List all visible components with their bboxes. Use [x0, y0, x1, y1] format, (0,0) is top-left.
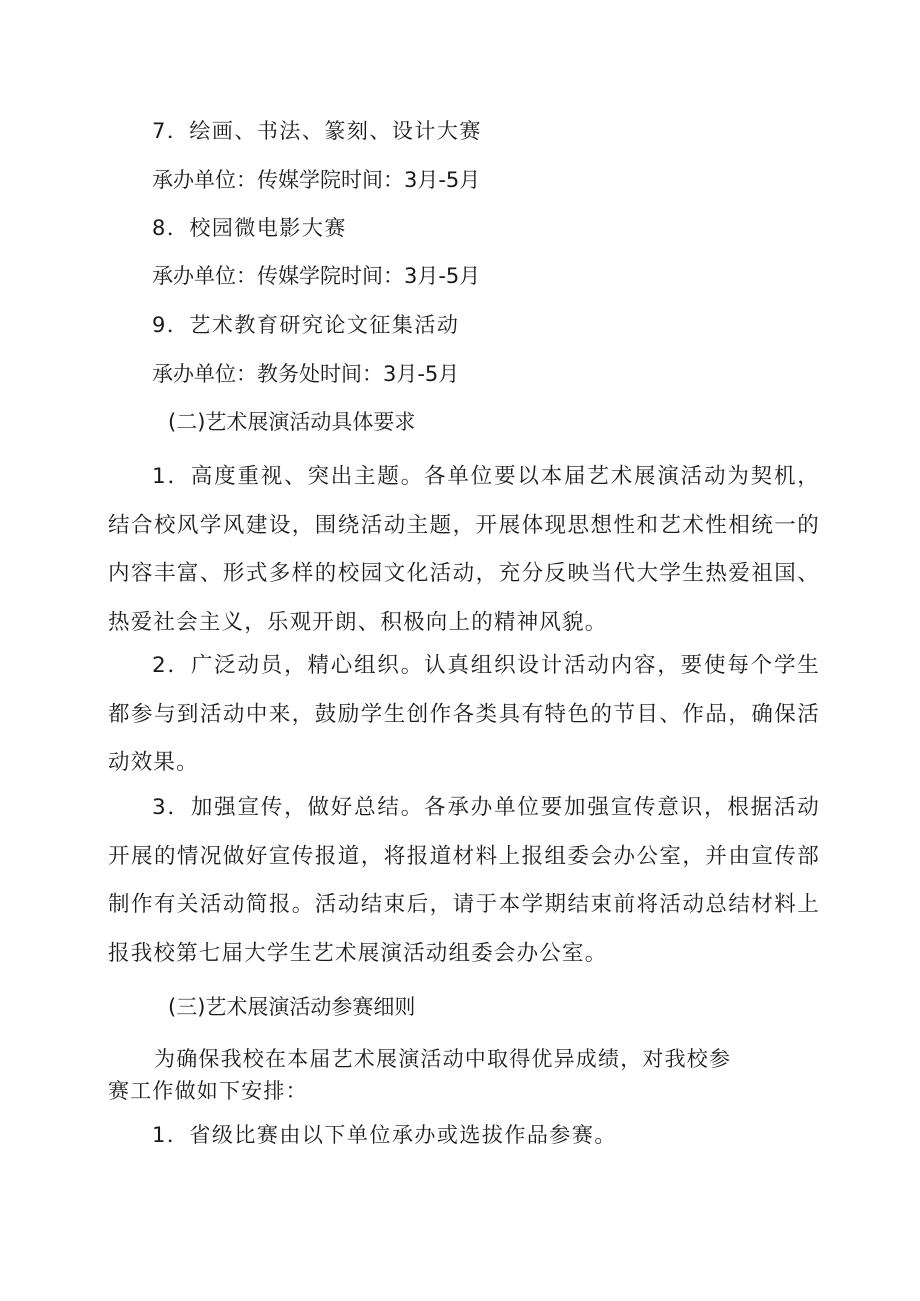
- item-9-title: 9．艺术教育研究论文征集活动: [152, 313, 460, 337]
- item-7-title: 7．绘画、书法、篆刻、设计大赛: [152, 119, 482, 143]
- item-8-detail: 承办单位：传媒学院时间：3月-5月: [152, 264, 481, 288]
- section-2-paragraph-3: 3．加强宣传，做好总结。各承办单位要加强宣传意识，根据活动开展的情况做好宣传报道，将报道材料上报组委会办公室，并由宣传部制作有关活动简报。活动结束后，请于本学期结束前将活动总结材料上报我校第七届大学生艺术展演活动组委会办公室。: [108, 795, 820, 966]
- item-9-detail: 承办单位：教务处时间：3月-5月: [152, 362, 460, 386]
- item-7-detail: 承办单位：传媒学院时间：3月-5月: [152, 168, 481, 192]
- section-3-intro: 为确保我校在本届艺术展演活动中取得优异成绩，对我校参赛工作做如下安排：: [108, 1047, 732, 1103]
- section-3-heading: (三)艺术展演活动参赛细则: [168, 995, 416, 1019]
- section-2-heading: (二)艺术展演活动具体要求: [168, 410, 416, 434]
- section-3-item-1: 1．省级比赛由以下单位承办或选拔作品参赛。: [152, 1123, 617, 1147]
- section-2-paragraph-1: 1．高度重视、突出主题。各单位要以本届艺术展演活动为契机，结合校风学风建设，围绕活动主题，开展体现思想性和艺术性相统一的内容丰富、形式多样的校园文化活动，充分反映当代大学生热爱祖国、热爱社会主义，乐观开朗、积极向上的精神风貌。: [108, 464, 820, 635]
- item-8-title: 8．校园微电影大赛: [152, 216, 347, 240]
- section-2-paragraph-2: 2．广泛动员，精心组织。认真组织设计活动内容，要使每个学生都参与到活动中来，鼓励学生创作各类具有特色的节目、作品，确保活动效果。: [108, 653, 820, 775]
